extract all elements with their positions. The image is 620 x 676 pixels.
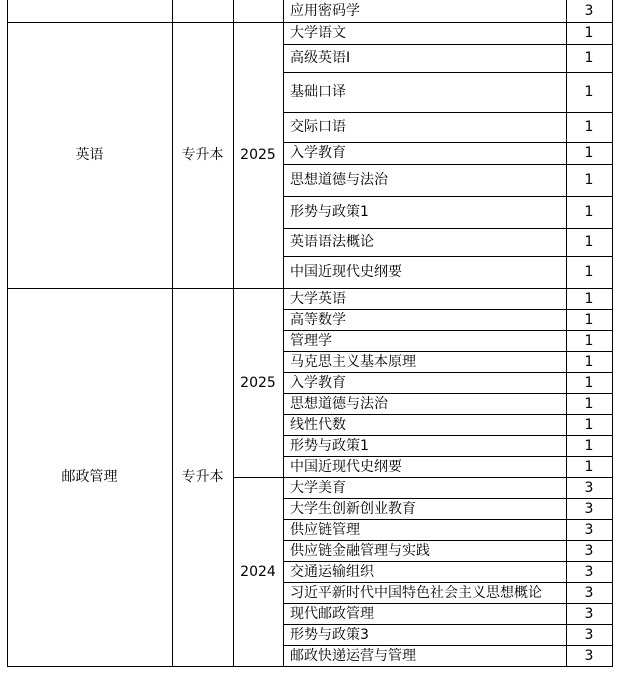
course-name-cell: 供应链管理 (290, 521, 360, 538)
column-border (283, 0, 284, 667)
credit-value-cell: 1 (584, 353, 594, 370)
course-name-cell: 思想道德与法治 (290, 395, 388, 412)
course-name-cell: 入学教育 (290, 145, 346, 161)
credit-value-cell: 1 (584, 234, 594, 250)
credit-value-cell: 1 (584, 204, 594, 220)
credit-value-cell: 3 (584, 584, 594, 601)
credit-value-cell: 1 (584, 290, 594, 307)
credit-value-cell: 3 (584, 626, 594, 643)
credit-value-cell: 1 (584, 374, 594, 391)
column-border (566, 0, 567, 667)
course-name-cell: 形势与政策1 (290, 437, 369, 454)
credit-value-cell: 3 (584, 563, 594, 580)
credit-value-cell: 1 (584, 332, 594, 349)
credit-value-cell: 1 (584, 119, 594, 135)
credit-value-cell: 3 (584, 542, 594, 559)
course-name-cell: 基础口译 (290, 84, 346, 100)
course-name-cell: 现代邮政管理 (290, 605, 374, 622)
credit-value-cell: 3 (584, 479, 594, 496)
credit-value-cell: 1 (584, 311, 594, 328)
credit-value-cell: 1 (584, 25, 594, 41)
major-cell: 英语 (75, 147, 104, 163)
course-name-cell: 大学生创新创业教育 (290, 500, 416, 517)
column-border (172, 0, 173, 667)
course-name-cell: 大学语文 (290, 25, 346, 41)
credit-value-cell: 1 (584, 145, 594, 161)
course-name-cell: 大学美育 (290, 479, 346, 496)
course-name-cell: 入学教育 (290, 374, 346, 391)
major-cell (7, 0, 172, 22)
credit-value-cell: 3 (584, 500, 594, 517)
course-name-cell: 线性代数 (290, 416, 346, 433)
course-name-cell: 马克思主义基本原理 (290, 353, 416, 370)
level-cell: 专升本 (181, 469, 224, 485)
course-name-cell: 管理学 (290, 332, 332, 349)
credit-value-cell: 1 (584, 416, 594, 433)
level-cell: 专升本 (181, 147, 224, 163)
course-name-cell: 邮政快递运营与管理 (290, 647, 416, 664)
course-name-cell: 习近平新时代中国特色社会主义思想概论 (290, 584, 542, 601)
course-name-cell: 形势与政策1 (290, 204, 369, 220)
course-name-cell: 高级英语Ⅰ (290, 50, 351, 66)
course-name-cell: 交际口语 (290, 119, 346, 135)
course-name-cell: 思想道德与法治 (290, 172, 388, 188)
year-cell: 2025 (240, 374, 276, 391)
column-border (612, 0, 613, 667)
column-border (233, 0, 234, 667)
year-cell (233, 0, 283, 22)
credit-value-cell: 1 (584, 50, 594, 66)
credit-value-cell: 1 (584, 264, 594, 280)
course-name-cell: 中国近现代史纲要 (290, 264, 402, 280)
course-name-cell: 形势与政策3 (290, 626, 369, 643)
credit-value-cell: 1 (584, 437, 594, 454)
credit-value-cell: 1 (584, 84, 594, 100)
year-cell: 2024 (240, 563, 276, 580)
course-name-cell: 英语语法概论 (290, 234, 374, 250)
credit-value-cell: 3 (584, 3, 594, 19)
credit-value-cell: 1 (584, 458, 594, 475)
course-name-cell: 供应链金融管理与实践 (290, 542, 430, 559)
course-name-cell: 中国近现代史纲要 (290, 458, 402, 475)
year-cell: 2025 (240, 147, 276, 163)
credit-value-cell: 1 (584, 172, 594, 188)
course-name-cell: 高等数学 (290, 311, 346, 328)
credit-value-cell: 1 (584, 395, 594, 412)
credit-value-cell: 3 (584, 521, 594, 538)
credit-value-cell: 3 (584, 647, 594, 664)
block-divider (7, 666, 613, 667)
course-name-cell: 交通运输组织 (290, 563, 374, 580)
major-cell: 邮政管理 (61, 469, 118, 485)
level-cell (172, 0, 233, 22)
column-border (7, 0, 8, 667)
course-name-cell: 大学英语 (290, 290, 346, 307)
credit-value-cell: 3 (584, 605, 594, 622)
course-name-cell: 应用密码学 (290, 3, 360, 19)
